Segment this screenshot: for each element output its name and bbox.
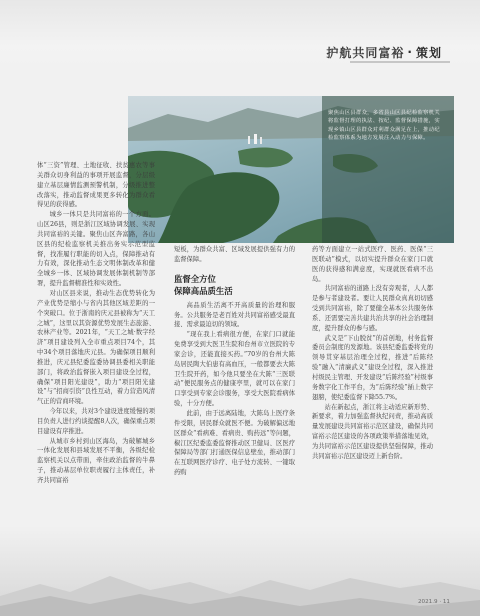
- paragraph: 此前，由于远离陆地，大陈岛上医疗条件受限，居民群众就医不便。为破解偏远地区群众“看病难、看病贵、购药远”等问题，椒江区纪委监委监督推动区卫健局、区医疗保障局等部门打通医保信息壁垒，推动部门在互联网医疗诊疗、电子处方流转、一键取药购: [174, 409, 295, 477]
- paragraph: 从城市乡村到山区海岛，为破解城乡一体化发展和县域发展不平衡，各级纪检监察机关以点带面，牵住政治监督的牛鼻子，推动基层单位职责履行主体责任，补齐共同富裕: [37, 437, 155, 484]
- section-header: [326, 44, 442, 60]
- section-heading: [174, 273, 295, 297]
- paragraph: 武义是“下山脱贫”的首创地，村务监督委员会制度的发源地。该县纪委监委将党的领导贯穿基层治理全过程，推进“后陈经验”融入“清廉武义”建设全过程，深入推进村级民主管理、开发建设“后陈经验”村级事务数字化工作平台，为“后陈经验”插上数字翅膀，使纪委监督下降55.7%。: [312, 334, 433, 401]
- text-column-1: [37, 161, 155, 486]
- issue-page-number: 2021.9 · 11: [417, 599, 450, 605]
- paragraph: 体“三资”管理、土地征收、扶贫惠农等事关群众切身利益的事项开展监督，分层级建立基层廉情监测预警机制，分级推进整改落实，推动监督成果更多转化为群众看得见的获得感。: [37, 162, 155, 209]
- mountain-silhouette-decoration: [0, 556, 480, 616]
- paragraph: 高品质生活离不开高质量的治理和服务。公共服务是老百姓对共同富裕感受最直接、需求最迫切的领域。: [174, 301, 295, 329]
- section-heading-line1: 监督全方位: [174, 273, 216, 284]
- paragraph: “现在我上看病很方便，在家门口就能免费享受到大医卫生院和台州市立医院的专家会诊，还能直接买药。”70岁的台州大陈岛居民陶大伯患有高血压，一般都要去大陈卫生院开药，如今他只要坐在大陈“三医联动”便民服务点的健康亭里，就可以在家门口享受到专家会诊服务，享受大医院看病体验，十分方便。: [174, 331, 295, 408]
- page-footer: [0, 526, 480, 616]
- paragraph: 对山区县来说，推动生态优势转化为产业优势是缩小与省内其他区域差距的一个突破口。位于浙南的庆元县被称为“天工之城”，这里以其资源优势发展生态旅游、农林产业等。2021年，“天工之城·数字经济”项目建设列入全市重点项目74个，其中34个项目落地庆元县。为确保项目顺利推进，庆元县纪委监委协调县委相关职能部门，将政治监督嵌入项目建设全过程，确保“项目阳光建设”，助力“项目阳光建设”与“招商引资”良性互动，着力营造风清气正的营商环境。: [37, 289, 155, 406]
- section-heading-line2: 保障高品质生活: [174, 285, 233, 296]
- header-rule: [350, 61, 450, 63]
- header-part1: 护航共同富裕: [326, 45, 405, 60]
- paragraph: 药等方面建立一站式医疗、医药、医保“三医联动”模式，以切实提升群众在家门口就医的获得感和满意度，实现就医看病不出岛。: [312, 246, 433, 283]
- text-column-3: [312, 245, 433, 462]
- paragraph: 短板，为群众共富、区域发展提供强有力的监督保障。: [174, 246, 295, 263]
- photo-caption: 聚焦山区县群众，多省县山区县纪检监察机关将监督打理的执法、按纪、监督保障措施，实现乡镇山区县群众对利群众满足在上，推动纪检监察体系为地方发展注入动力与保障。: [328, 110, 440, 142]
- paragraph: 城乡一体只是共同富裕的一个方面。山区26县，则是浙江区域协调发展、实现共同富裕的关键。聚焦山区奔富路，各山区县的纪检监察机关推出务实示范型监督，找准履行职能的切入点，保障推动有力有效，深化推动生态文明体制改革和健全城乡一体、区域协调发展体制机制等部署，提升监督精准性和实效性。: [37, 211, 155, 288]
- paragraph: 站在新起点，浙江将主动适应新形势、新要求，着力加强监督执纪问责，推动高质量发展建设共同富裕示范区建设，确保共同富裕示范区建设的各项政策举措落地见效，为共同富裕示范区建设提供坚强保障，推动共同富裕示范区建设迈上新台阶。: [312, 403, 433, 460]
- header-separator: ·: [407, 45, 413, 59]
- paragraph: 今年以来，共对3个建设进度缓慢的项目负责人进行约谈提醒8人次，确保重点项目建设有序推进。: [37, 408, 155, 435]
- text-column-2: [174, 245, 295, 478]
- page-header: [0, 0, 480, 66]
- header-part2: 策划: [415, 45, 442, 60]
- paragraph: 共同富裕的道路上没有旁观者，人人都是参与者建设者。要让人民群众真真切切感受到共同富裕，除了要健全基本公共服务体系、还需要完善共建共治共享的社会治理制度，提升群众的参与感。: [312, 285, 433, 332]
